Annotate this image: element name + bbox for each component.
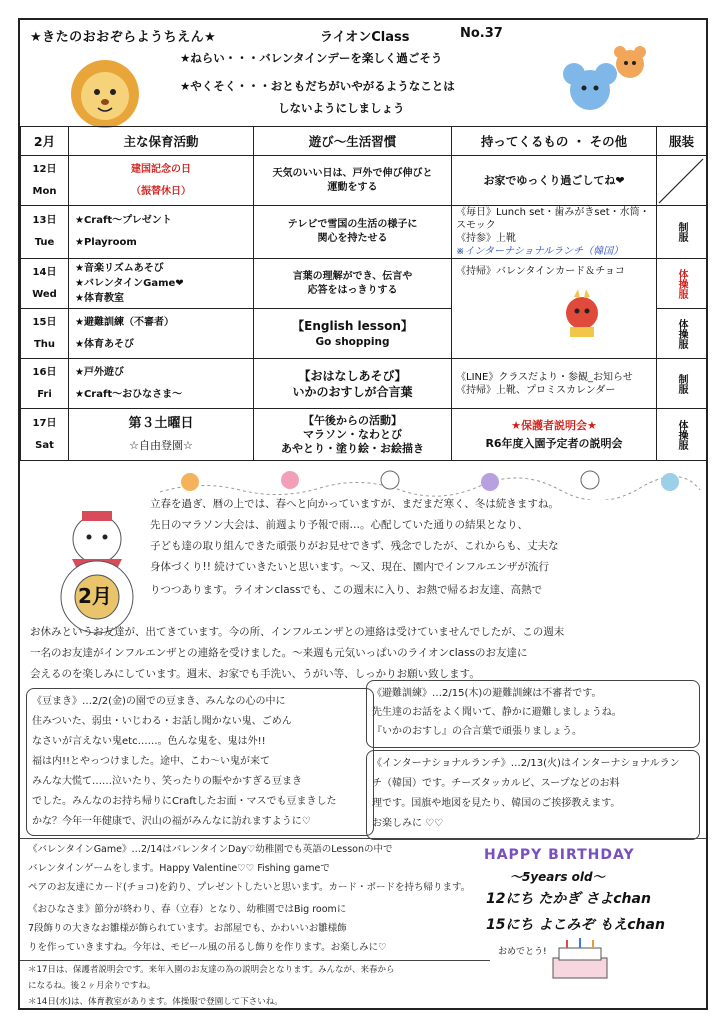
row-activity-3: ★体育教室 — [75, 293, 124, 304]
promise-text-1: ★やくそく・・・おともだちがいやがるようなことは — [180, 79, 455, 93]
oni-illustration — [552, 289, 612, 339]
row-life-2: Go shopping — [315, 335, 390, 348]
row-life-1: 【English lesson】 — [292, 318, 413, 333]
issue-number: No.37 — [460, 26, 503, 41]
intro-line: お休みというお友達が、出てきています。今の所、インフルエンザとの連絡は受けていませんでしたが、この週末 — [30, 626, 565, 638]
header-life: 遊び～生活習慣 — [254, 127, 452, 156]
intro-paragraph-2 — [30, 580, 702, 601]
birthday-name-1: 12にち たかぎ さよchan — [486, 891, 651, 907]
row-day: Sat — [35, 439, 54, 451]
row-life-3: あやとり・塗り絵・お絵描き — [281, 441, 424, 455]
row-activity-2: ★Playroom — [75, 237, 137, 248]
uniform-empty — [657, 156, 707, 206]
school-name: ★きたのおおぞらようちえん★ — [30, 30, 217, 45]
row-activity-2: （振替休日） — [131, 185, 191, 197]
intro-line: 会えるのを楽しみにしています。週末、お家でも手洗い、うがい等、しっかりお願い致します。 — [30, 668, 480, 680]
birthday-message: おめでとう! — [498, 947, 547, 957]
row-activity-2: ★バレンタインGame❤ — [75, 278, 184, 289]
table-row — [21, 359, 707, 409]
row-bring-1: 《持帰》バレンタインカード＆チョコ — [456, 266, 625, 277]
note-line: ＊17日は、保護者説明会です。来年入園のお友達の為の説明会となります。みんなが、来春から — [28, 965, 395, 975]
row-bring-2: R6年度入園予定者の説明会 — [485, 436, 623, 450]
valentine-line: バレンタインゲームをします。Happy Valentine♡♡ Fishing gameで — [28, 863, 330, 874]
valentine-line: 《バレンタインGame》…2/14はバレンタインDay♡幼稚園でも英語のLessonの中で — [28, 844, 393, 855]
hina-line: 《おひなさま》節分が終わり、春（立春）となり、幼稚園ではBig roomに — [28, 904, 347, 915]
row-bring-1: お家でゆっくり過ごしてね❤ — [483, 173, 625, 187]
table-row — [21, 259, 707, 309]
intro-line: りつつあります。ライオンclassでも、この週末に入り、お熱で帰るお友達、高熱で — [150, 584, 543, 596]
row-activity-1: ★避難訓練（不審者） — [75, 316, 174, 328]
row-date: 16日 — [32, 366, 57, 378]
valentine-line: ペアのお友達にカード(チョコ)を釣り、プレゼントしたいと思います。カード・ボードを持ち帰ります。 — [28, 882, 471, 893]
row-day: Fri — [37, 388, 52, 400]
table-row — [21, 409, 707, 461]
hina-text — [28, 900, 483, 957]
evacuation-line: 『いかのおすし』の合言葉で頑張りましょう。 — [372, 726, 582, 737]
goal-text: ★ねらい・・・バレンタインデーを楽しく過ごそう — [180, 51, 443, 65]
class-name: ライオンClass — [320, 30, 410, 45]
birthday-subtitle: ～5years old～ — [510, 870, 605, 884]
uniform-cell: 体操服 — [657, 309, 707, 359]
header-uniform: 服装 — [657, 127, 707, 156]
row-activity-2: ★体育あそび — [75, 338, 134, 350]
divider — [20, 838, 706, 839]
row-life-1: テレビで雪国の生活の様子に — [287, 219, 418, 230]
header-month: 2月 — [21, 127, 69, 156]
birthday-name-2: 15にち よこみぞ もえchan — [486, 917, 665, 933]
lion-illustration — [60, 54, 150, 134]
row-date: 17日 — [32, 417, 57, 429]
valentine-text — [28, 840, 483, 897]
mamemaki-line: 住みついた、弱虫・いじわる・お話し聞かない鬼、ごめん — [32, 716, 292, 727]
intro-paragraph — [150, 494, 700, 578]
uniform-cell: 制服 — [657, 206, 707, 259]
newsletter-page — [18, 18, 708, 1010]
snowman-illustration — [42, 507, 152, 637]
row-activity-2: ☆自由登園☆ — [129, 438, 193, 452]
row-activity-1: ★音楽リズムあそび — [75, 263, 164, 274]
weekly-schedule-table — [20, 126, 707, 461]
mouse-illustration — [540, 38, 660, 128]
mamemaki-line: 《豆まき》…2/2(金)の園での豆まき、みんなの心の中に — [32, 696, 286, 707]
evacuation-text — [372, 684, 698, 741]
mamemaki-line: みんな大慌て……泣いたり、笑ったりの賑やかすぎる豆まき — [32, 776, 302, 787]
row-day: Thu — [33, 338, 56, 350]
lunch-line: 《インターナショナルランチ》…2/13(火)はインターナショナルラン — [372, 758, 680, 769]
evacuation-line: 《避難訓練》…2/15(木)の避難訓練は不審者です。 — [372, 688, 602, 699]
row-life-1: 【午後からの活動】 — [303, 413, 402, 427]
intro-paragraph-3 — [30, 622, 702, 685]
row-bring-3: ※インターナショナルランチ（韓国） — [456, 246, 624, 257]
row-life-2: 運動をする — [327, 181, 378, 193]
note-line: ＊14日(水)は、体育教室があります。体操服で登園して下さいね。 — [28, 997, 283, 1007]
intro-line: 先日のマラソン大会は、前週より予報で雨…。心配していた通りの結果となり、 — [150, 519, 528, 531]
row-date: 15日 — [32, 316, 57, 328]
mamemaki-line: でした。みんなのお持ち帰りにCraftしたお面・マスでも豆まきした — [32, 796, 337, 807]
row-day: Wed — [32, 288, 57, 300]
row-life-2: マラソン・なわとび — [303, 427, 402, 441]
lunch-text — [372, 754, 698, 834]
row-activity-1: 建国記念の日 — [131, 163, 191, 175]
row-life-1: 言葉の理解ができ、伝言や — [292, 270, 413, 282]
header-bring: 持ってくるもの ・ その他 — [452, 127, 657, 156]
birthday-cake-icon — [545, 936, 615, 982]
row-life-2: いかのおすしが合言葉 — [292, 384, 413, 399]
row-bring-1: ★保護者説明会★ — [511, 418, 597, 432]
note-line: になるね。後２ヶ月余りですね。 — [28, 981, 156, 991]
month-badge: 2月 — [78, 584, 112, 608]
intro-line: 身体づくり!! 続けていきたいと思います。～又、現在、園内でインフルエンザが流行 — [150, 561, 549, 573]
row-life-1: 【おはなしあそび】 — [298, 368, 407, 383]
evacuation-line: 先生達のお話をよく聞いて、静かに避難しましょうね。 — [372, 707, 622, 718]
birthday-title: HAPPY BIRTHDAY — [484, 847, 635, 863]
row-day: Tue — [34, 237, 55, 248]
row-life-2: 関心を持たせる — [317, 233, 388, 244]
intro-line: 一名のお友達がインフルエンザとの連絡を受けました。～来週も元気いっぱいのライオンclassのお友達に — [30, 647, 528, 659]
hina-line: りを作っていきますね。今年は、モビール風の吊るし飾りを作ります。お楽しみに♡ — [28, 942, 387, 953]
row-activity-1: 第３土曜日 — [128, 415, 194, 431]
uniform-cell: 制服 — [657, 359, 707, 409]
mamemaki-line: かな？今年一年健康で、沢山の福がみんなに訪れますように♡ — [32, 816, 311, 827]
row-activity-1: ★Craft～プレゼント — [75, 215, 172, 226]
intro-line: 立春を過ぎ、暦の上では、春へと向かっていますが、まだまだ寒く、冬は続きますね。 — [150, 498, 559, 510]
lunch-line: お楽しみに ♡♡ — [372, 818, 444, 829]
diagonal-line-icon — [657, 157, 705, 205]
lunch-line: チ（韓国）です。チーズタッカルビ、スープなどのお料 — [372, 778, 620, 789]
row-date: 12日 — [32, 163, 57, 175]
row-bring-2: 《持帰》上靴、プロミスカレンダー — [456, 384, 616, 396]
uniform-cell: 体操服 — [657, 259, 707, 309]
promise-text-2: しないようにしましょう — [278, 101, 405, 115]
row-date: 14日 — [32, 266, 57, 278]
row-bring-1: 《LINE》クラスだより・参観_お知らせ — [456, 371, 633, 383]
row-life-1: 天気のいい日は、戸外で伸び伸びと — [272, 167, 433, 179]
row-bring-2: 《持参》上靴 — [456, 233, 516, 244]
mamemaki-line: なさいが言えない鬼etc……。色んな鬼を、鬼は外!! — [32, 736, 266, 747]
notes-text — [28, 962, 488, 1010]
mamemaki-line: 福は内!!とやっつけました。途中、こわ〜い鬼が来て — [32, 756, 271, 767]
uniform-cell: 体操服 — [657, 409, 707, 461]
intro-line: 子ども達の取り組んできた頑張りがお見せできず、残念でしたが、これからも、丈夫な — [150, 540, 559, 552]
row-day: Mon — [32, 185, 57, 197]
lunch-line: 理です。国旗や地図を見たり、韓国のご挨拶教えます。 — [372, 798, 621, 809]
row-life-2: 応答をはっきりする — [307, 284, 398, 296]
hina-line: 7段飾りの大きなお雛様が飾られています。お部屋でも、かわいいお雛様飾 — [28, 923, 347, 934]
row-bring-1: 《毎日》Lunch set・歯みがきset・水筒・スモック — [456, 207, 650, 231]
row-date: 13日 — [32, 215, 57, 226]
table-row — [21, 156, 707, 206]
row-activity-1: ★戸外遊び — [75, 366, 124, 378]
divider — [20, 960, 490, 961]
mamemaki-text — [32, 692, 372, 832]
table-row — [21, 206, 707, 259]
header-activity: 主な保育活動 — [69, 127, 254, 156]
row-activity-2: ★Craft～おひなさま～ — [75, 388, 183, 400]
